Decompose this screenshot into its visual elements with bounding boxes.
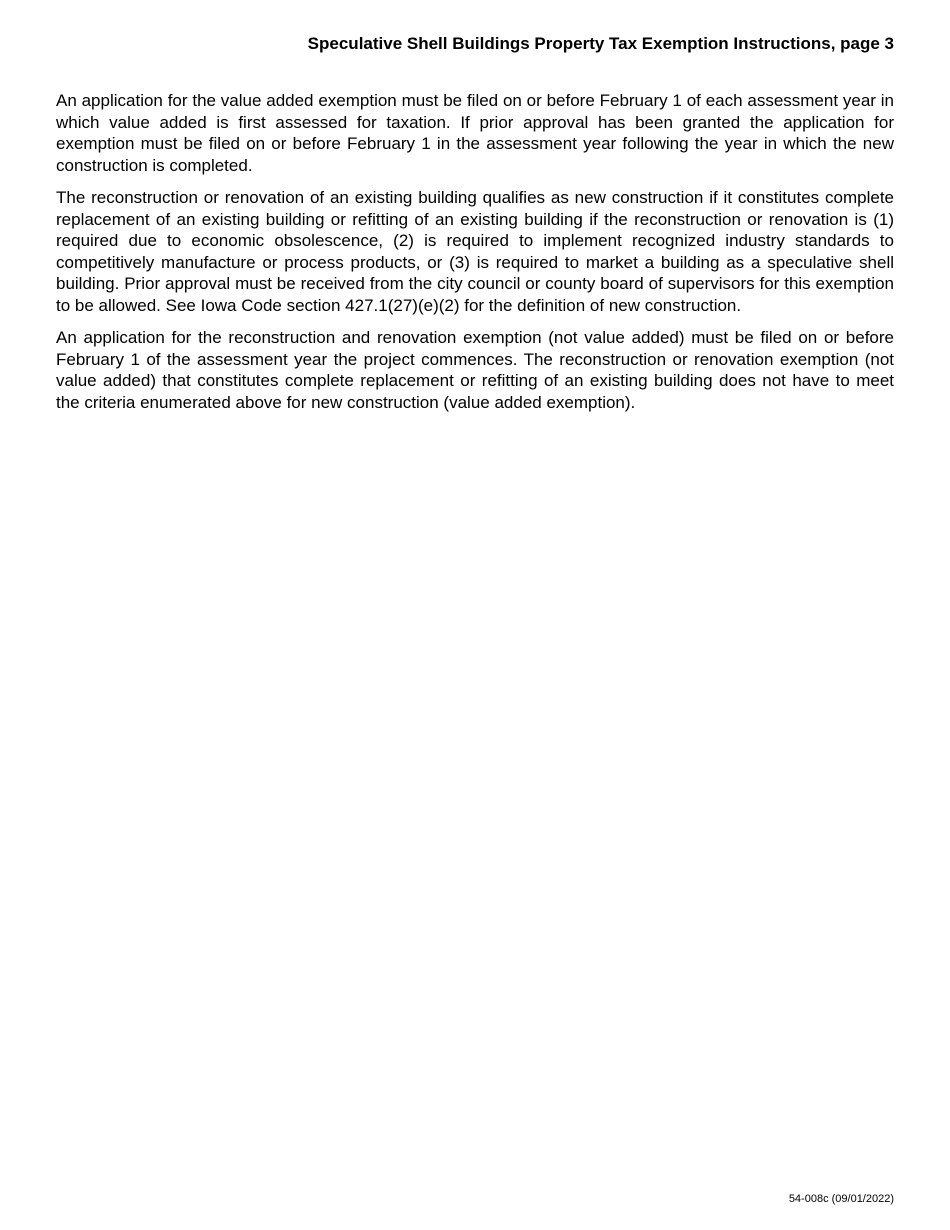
paragraph-value-added-application: An application for the value added exemption must be filed on or before February 1 of each assessment year in which value added is first assessed for taxation. If prior approval has been granted the application for exemption must be filed on or before February 1 in the assessment year following the year in which the new construction is completed. [56,91,894,175]
form-number-footer: 54-008c (09/01/2022) [788,1193,894,1205]
header-title-bold: Speculative Shell Buildings [307,34,530,53]
paragraph-renovation-application: An application for the reconstruction and renovation exemption (not value added) must be filed on or before February 1 of the assessment year the project commences. The reconstruction or renovation exemption (not value added) that constitutes complete replacement or refitting of an existing building does not have to meet the criteria enumerated above for new construction (value added exemption). [56,328,894,412]
page-header [308,34,894,54]
header-title-rest: Property Tax Exemption Instructions, page 3 [529,34,894,53]
document-body [56,90,894,424]
paragraph-reconstruction-qualification: The reconstruction or renovation of an existing building qualifies as new construction if it constitutes complete replacement of an existing building or refitting of an existing building if the reconstruction or renovation is (1) required due to economic obsolescence, (2) is required to implement recognized industry standards to competitively manufacture or process products, or (3) is required to market a building as a speculative shell building. Prior approval must be received from the city council or county board of supervisors for this exemption to be allowed. See Iowa Code section 427.1(27)(e)(2) for the definition of new construction. [56,188,894,315]
